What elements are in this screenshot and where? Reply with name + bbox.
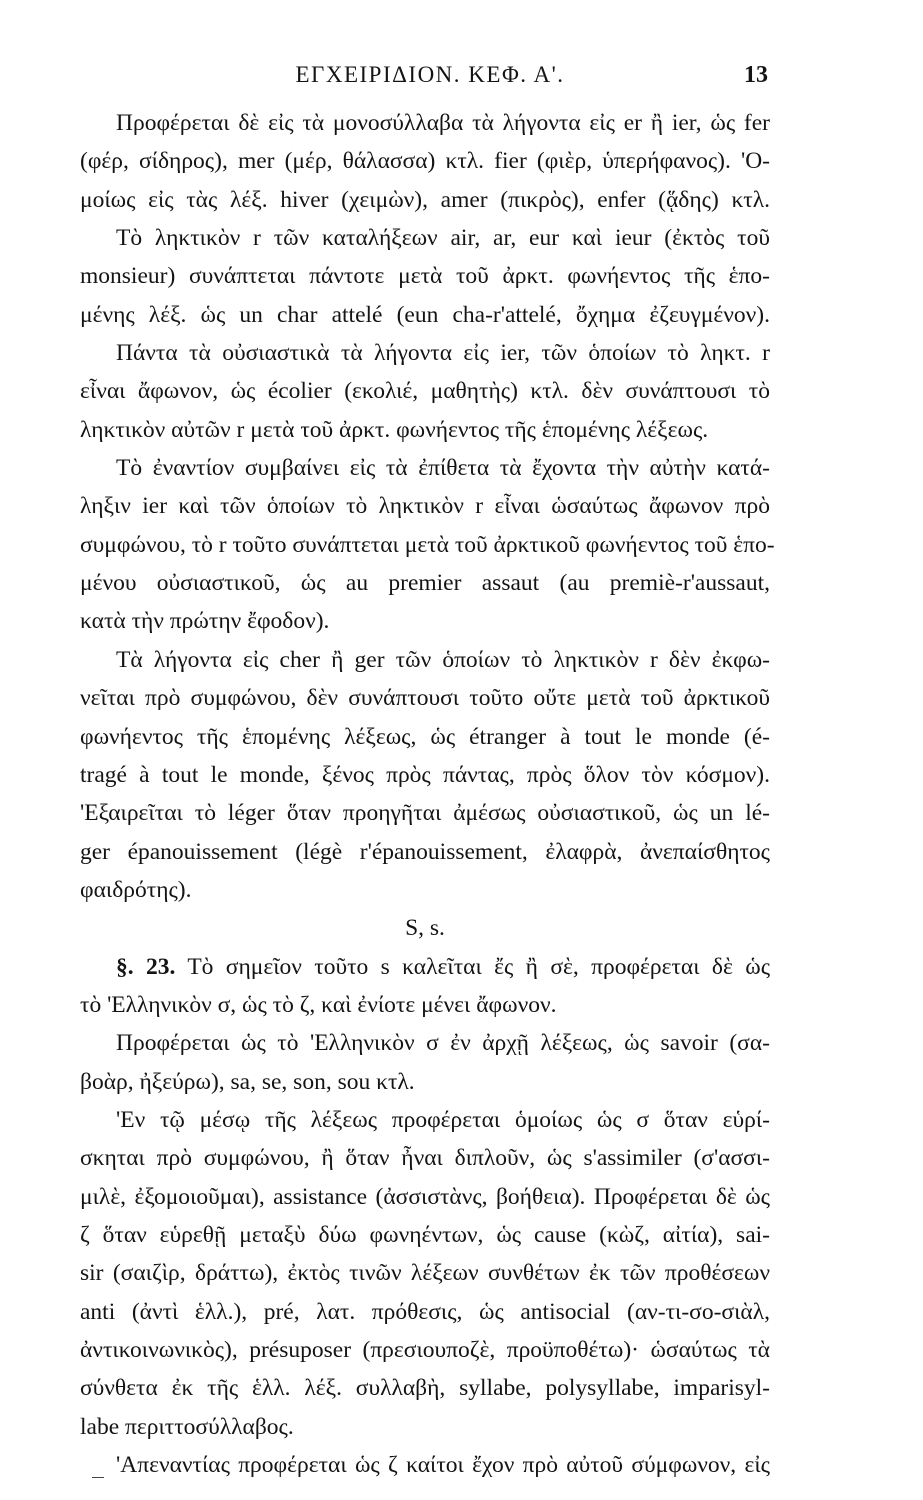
text-line: labe περιττοσύλλαβος. [80,1413,294,1440]
page-number: 13 [744,62,768,88]
text-line: ληκτικὸν αὐτῶν r μετὰ τοῦ ἀρκτ. φωνήεντος τῆς ἑπομένης λέξεως. [80,416,709,443]
text-line: 'Απεναντίας προφέρεται ὡς ζ καίτοι ἔχον πρὸ αὐτοῦ σύμφωνον, εἰς [116,1452,770,1479]
text-line: τὸ 'Ελληνικὸν σ, ὡς τὸ ζ, καὶ ἐνίοτε μένει ἄφωνον. [80,991,557,1018]
text-line: φωνήεντος τῆς ἑπομένης λέξεως, ὡς étranger à tout le monde (é- [80,723,770,750]
text-line: μένου οὐσιαστικοῦ, ὡς au premier assaut (au premiè-r'aussaut, [80,570,770,597]
text-line: anti (ἀντὶ ἑλλ.), pré, λατ. πρόθεσις, ὡς antisocial (αν-τι-σο-σιὰλ, [80,1298,770,1325]
text-line: ger épanouissement (légè r'épanouissement, ἐλαφρὰ, ἀνεπαίσθητος [80,838,770,865]
text-line: μοίως εἰς τὰς λέξ. hiver (χειμὼν), amer (πικρὸς), enfer (ᾅδης) κτλ. [80,186,770,213]
running-head [92,58,768,92]
text-line: βοὰρ, ἠξεύρω), sa, se, son, sou κτλ. [80,1068,415,1095]
text-line: ἀντικοινωνικὸς), présuposer (πρεσιουποζὲ, προϋποθέτω)· ὡσαύτως τὰ [80,1337,770,1363]
text-line: Πάντα τὰ οὐσιαστικὰ τὰ λήγοντα εἰς ier, τῶν ὁποίων τὸ ληκτ. r [116,340,770,367]
section-number: §. 23. [116,953,176,980]
text-line: 'Εξαιρεῖται τὸ léger ὅταν προηγῆται ἀμέσως οὐσιαστικοῦ, ὡς un lé- [80,800,770,827]
text-line: μένης λέξ. ὡς un char attelé (eun cha-r'attelé, ὄχημα ἐζευγμένον). [80,301,770,328]
body-text [80,104,775,1484]
text-line: συμφώνου, τὸ r τοῦτο συνάπτεται μετὰ τοῦ ἀρκτικοῦ φωνήεντος τοῦ ἑπο- [80,531,775,558]
text-line: ζ ὅταν εὑρεθῇ μεταξὺ δύω φωνηέντων, ὡς cause (κὼζ, αἰτία), sai- [80,1221,770,1248]
text-line: εἶναι ἄφωνον, ὡς écolier (εκολιέ, μαθητὴς) κτλ. δὲν συνάπτουσι τὸ [80,378,770,405]
text-line: ληξιν ier καὶ τῶν ὁποίων τὸ ληκτικὸν r εἶναι ὡσαύτως ἄφωνον πρὸ [80,493,770,520]
text-line: σκηται πρὸ συμφώνου, ἢ ὅταν ἦναι διπλοῦν, ὡς s'assimiler (σ'ασσι- [80,1145,770,1172]
text-line: μιλὲ, ἐξομοιοῦμαι), assistance (ἀσσιστὰνς, βοήθεια). Προφέρεται δὲ ὡς [80,1183,770,1210]
text-line: 'Εν τῷ μέσῳ τῆς λέξεως προφέρεται ὁμοίως ὡς σ ὅταν εὑρί- [116,1106,770,1133]
text-line: Τὸ ληκτικὸν r τῶν καταλήξεων air, ar, eur καὶ ieur (ἐκτὸς τοῦ [116,225,770,252]
section-heading: S, s. [405,915,445,942]
margin-mark [92,1477,104,1478]
text-line: §. 23. Τὸ σημεῖον τοῦτο s καλεῖται ἔς ἢ σὲ, προφέρεται δὲ ὡς [116,953,771,980]
text-line: Τὸ ἐναντίον συμβαίνει εἰς τὰ ἐπίθετα τὰ ἔχοντα τὴν αὐτὴν κατά- [116,455,770,482]
running-title: ΕΓΧΕΙΡΙΔΙΟΝ. ΚΕΦ. Α'. [295,62,565,87]
text-line: tragé à tout le monde, ξένος πρὸς πάντας, πρὸς ὅλον τὸν κόσμον). [80,761,770,788]
text-line: sir (σαιζὶρ, δράττω), ἐκτὸς τινῶν λέξεων συνθέτων ἐκ τῶν προθέσεων [80,1260,770,1287]
text-line: φαιδρότης). [80,876,192,903]
text-line: Προφέρεται ὡς τὸ 'Ελληνικὸν σ ἐν ἀρχῇ λέξεως, ὡς savoir (σα- [116,1030,770,1057]
text-line: σύνθετα ἐκ τῆς ἑλλ. λέξ. συλλαβὴ, syllabe, polysyllabe, imparisyl- [80,1375,770,1402]
text-line: monsieur) συνάπτεται πάντοτε μετὰ τοῦ ἀρκτ. φωνήεντος τῆς ἑπο- [80,263,770,290]
text-line: κατὰ τὴν πρώτην ἔφοδον). [80,608,330,635]
text-line: Προφέρεται δὲ εἰς τὰ μονοσύλλαβα τὰ λήγοντα εἰς er ἢ ier, ὡς fer [116,110,770,136]
text-line: (φέρ, σίδηρος), mer (μέρ, θάλασσα) κτλ. fier (φιὲρ, ὑπερήφανος). 'Ο- [80,148,770,175]
text-line: νεῖται πρὸ συμφώνου, δὲν συνάπτουσι τοῦτο οὔτε μετὰ τοῦ ἀρκτικοῦ [80,685,770,712]
text-line: Τὰ λήγοντα εἰς cher ἢ ger τῶν ὁποίων τὸ ληκτικὸν r δὲν ἐκφω- [116,646,770,673]
